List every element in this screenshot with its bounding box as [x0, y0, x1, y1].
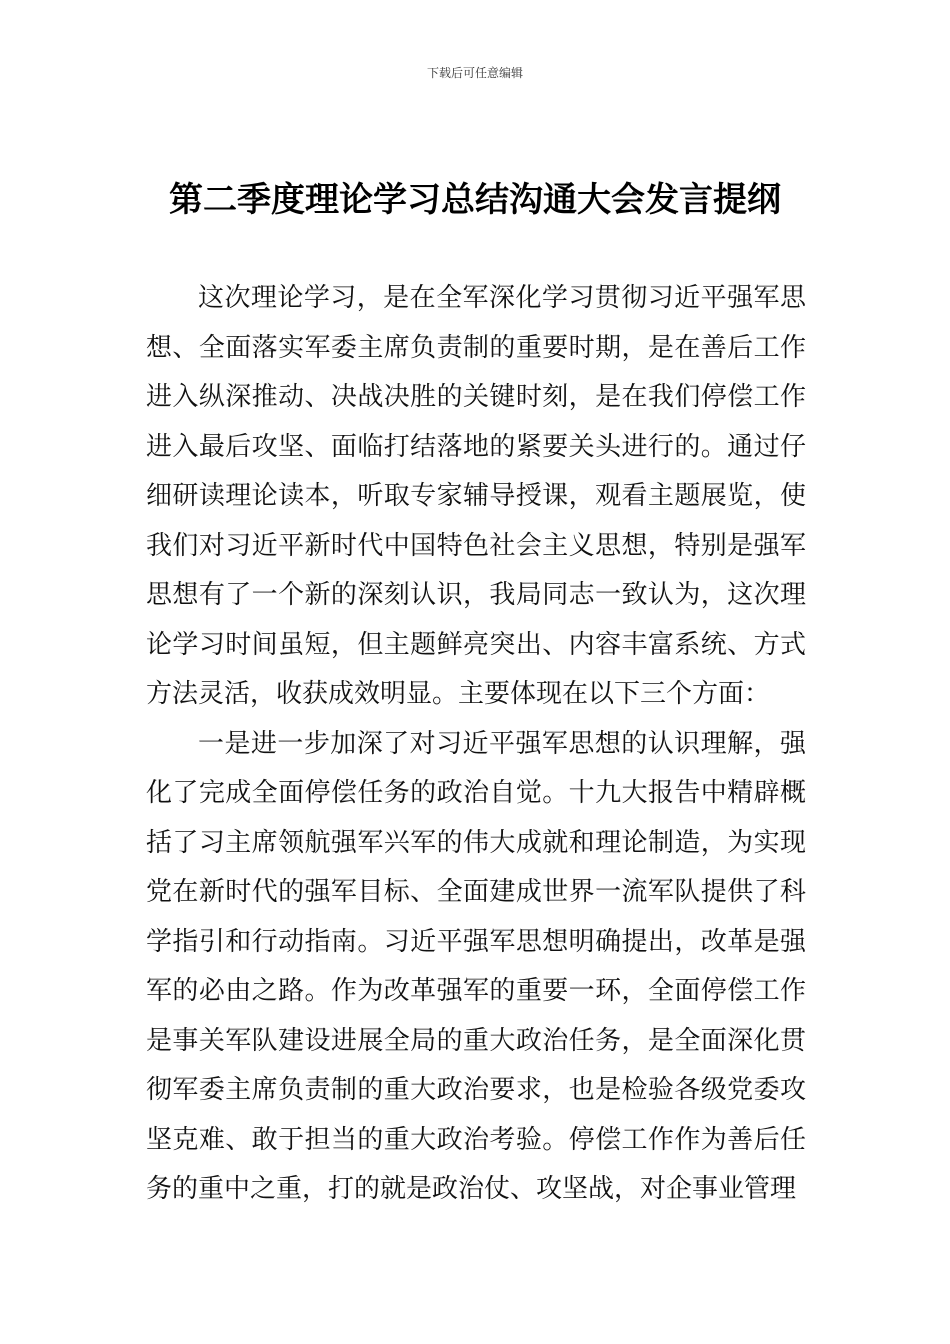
paragraph-intro: 这次理论学习，是在全军深化学习贯彻习近平强军思想、全面落实军委主席负责制的重要时期，是在善后工作进入纵深推动、决战决胜的关键时刻，是在我们停偿工作进入最后攻坚、面临打结落地的紧要关头进行的。通过仔细研读理论读本，听取专家辅导授课，观看主题展览，使我们对习近平新时代中国特色社会主义思想，特别是强军思想有了一个新的深刻认识，我局同志一致认为，这次理论学习时间虽短，但主题鲜亮突出、内容丰富系统、方式方法灵活，收获成效明显。主要体现在以下三个方面： [146, 283, 806, 709]
header-note: 下载后可任意编辑 [426, 66, 523, 80]
document-body [146, 274, 806, 1215]
paragraph-point-one: 一是进一步加深了对习近平强军思想的认识理解，强化了完成全面停偿任务的政治自觉。十九大报告中精辟概括了习主席领航强军兴军的伟大成就和理论制造，为实现党在新时代的强军目标、全面建成世界一流军队提供了科学指引和行动指南。习近平强军思想明确提出，改革是强军的必由之路。作为改革强军的重要一环，全面停偿工作是事关军队建设进展全局的重大政治任务，是全面深化贯彻军委主席负责制的重大政治要求，也是检验各级党委攻坚克难、敢于担当的重大政治考验。停偿工作作为善后任务的重中之重，打的就是政治仗、攻坚战，对企事业管理 [146, 728, 806, 1204]
document-title: 第二季度理论学习总结沟通大会发言提纲 [169, 180, 781, 220]
